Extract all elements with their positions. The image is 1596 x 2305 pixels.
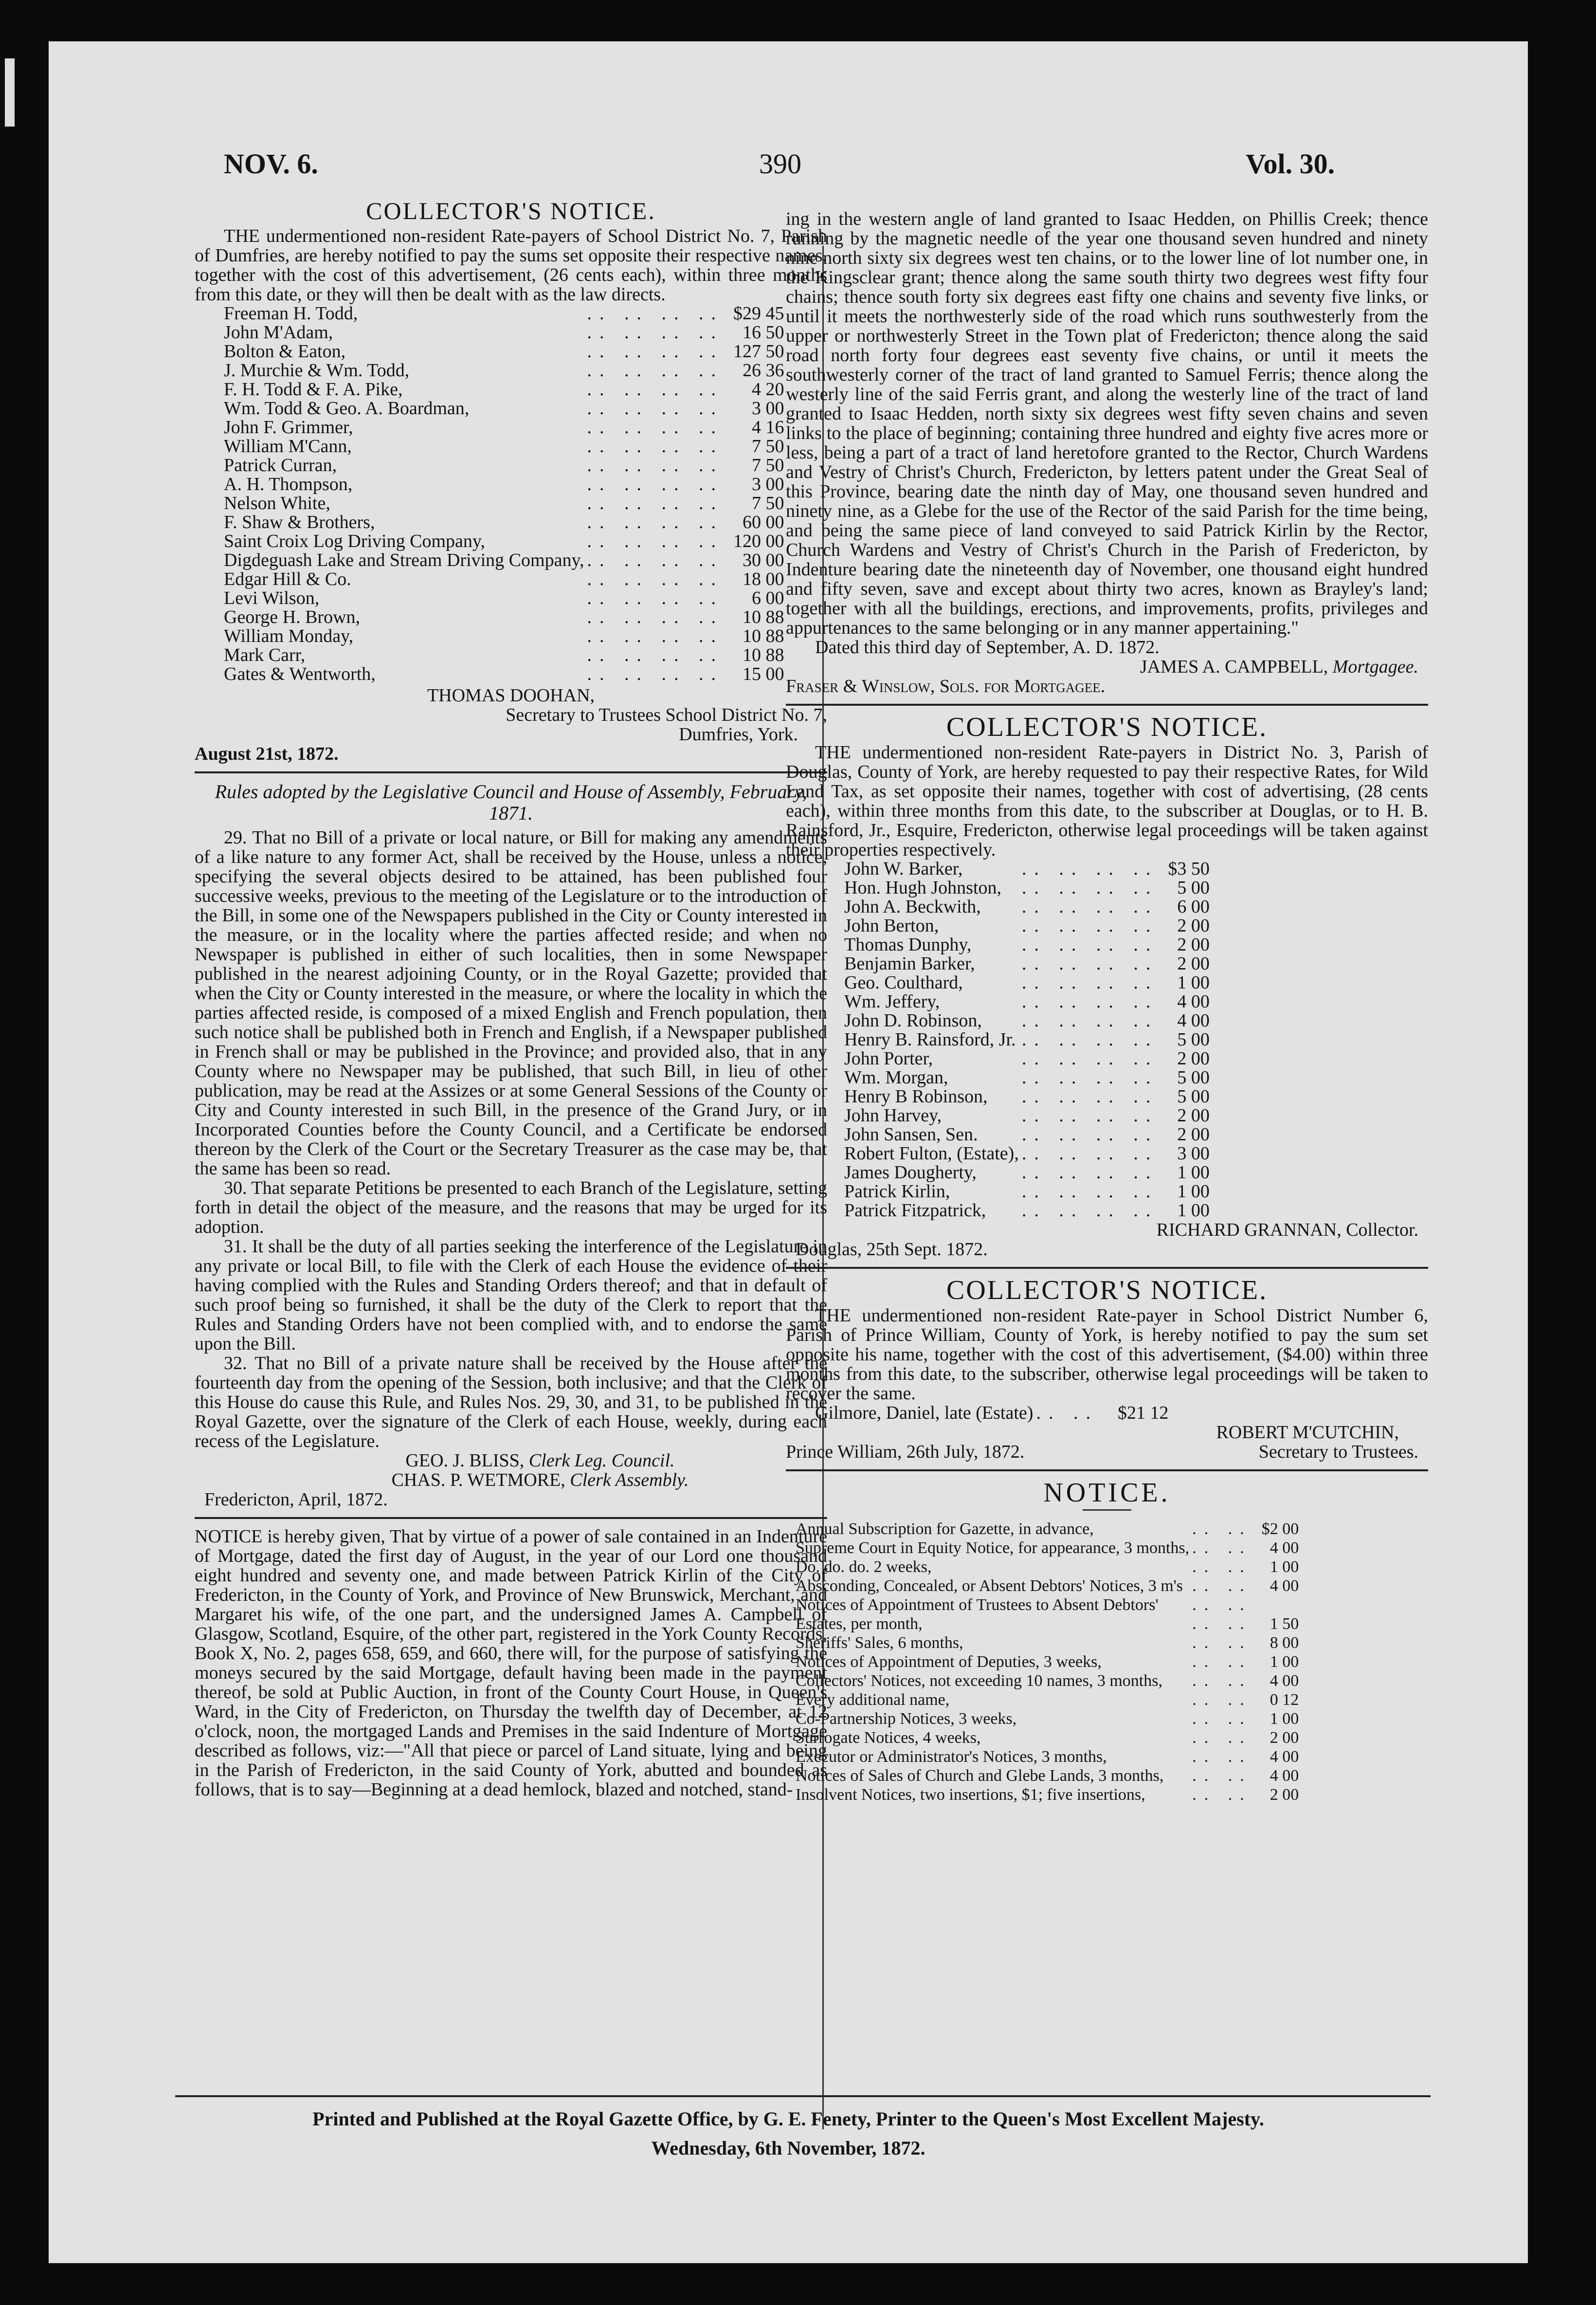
row-label: Wm. Jeffery, bbox=[844, 991, 940, 1012]
row-amount: 1 00 bbox=[1270, 1653, 1299, 1671]
leader-dots: .. .. .. .. bbox=[587, 417, 724, 438]
row-label: Sheriffs' Sales, 6 months, bbox=[796, 1634, 963, 1652]
printer-imprint: Printed and Published at the Royal Gazette Office, by G. E. Fenety, Printer to the Queen's Most Excellent Majesty. bbox=[312, 2108, 1264, 2130]
leader-dots: .. .. .. .. bbox=[587, 398, 724, 419]
row-label: Wm. Todd & Geo. A. Boardman, bbox=[224, 398, 470, 419]
row-label: Estates, per month, bbox=[796, 1615, 923, 1633]
table-row bbox=[796, 1519, 1299, 1538]
leader-dots: .. .. bbox=[1192, 1596, 1252, 1614]
row-label: A. H. Thompson, bbox=[224, 474, 353, 494]
left-column bbox=[195, 197, 827, 1799]
row-amount: 3 00 bbox=[1177, 1143, 1210, 1164]
row-label: Notices of Appointment of Deputies, 3 weeks, bbox=[796, 1653, 1102, 1671]
notice-title: NOTICE. bbox=[1043, 1478, 1171, 1508]
row-label: Henry B Robinson, bbox=[844, 1086, 988, 1107]
leader-dots: .. .. bbox=[1192, 1786, 1252, 1804]
leader-dots: .. .. bbox=[1192, 1710, 1252, 1728]
leader-dots: .. .. .. .. bbox=[1021, 859, 1159, 879]
table-row bbox=[844, 860, 1210, 878]
row-amount: 2 00 bbox=[1270, 1729, 1299, 1747]
row-label: John W. Barker, bbox=[844, 859, 963, 879]
row-label: Notices of Sales of Church and Glebe Lands, 3 months, bbox=[796, 1767, 1164, 1785]
table-row bbox=[224, 513, 784, 532]
row-amount: 5 00 bbox=[1177, 878, 1210, 898]
row-amount: 5 00 bbox=[1177, 1029, 1210, 1050]
row-label: Digdeguash Lake and Stream Driving Company, bbox=[224, 550, 584, 570]
row-amount: 3 00 bbox=[751, 474, 784, 494]
table-row bbox=[844, 1182, 1210, 1201]
row-label: William M'Cann, bbox=[224, 436, 352, 457]
row-amount: 4 00 bbox=[1270, 1767, 1299, 1785]
collector-notice-prince-william bbox=[786, 1277, 1428, 1462]
leader-dots: .. .. .. .. bbox=[1021, 1105, 1159, 1126]
notice-date: August 21st, 1872. bbox=[195, 744, 339, 764]
row-amount: 10 88 bbox=[742, 645, 784, 665]
notice-body: THE undermentioned non-resident Rate-payers in District No. 3, Parish of Douglas, County of York, are hereby requested to pay their respective Rates, for Wild Land Tax, as set opposite their names, together with cost of advertising, (28 cents each), within three months from this date, to the subscriber at Douglas, or to H. B. Rainsford, Jr., Esquire, Fredericton, otherwise legal proceedings will be taken against their properties respectively. bbox=[786, 742, 1428, 860]
clerk-assembly-name: CHAS. P. WETMORE, bbox=[391, 1470, 565, 1490]
leader-dots: .. .. .. .. bbox=[1021, 1029, 1159, 1050]
rule-30: 30. That separate Petitions be presented to each Branch of the Legislature, setting forth in detail the object of the measure, and the reasons that may be urged for its adoption. bbox=[195, 1178, 827, 1237]
header-date: NOV. 6. bbox=[224, 148, 318, 180]
leader-dots: .. .. bbox=[1192, 1767, 1252, 1785]
table-row bbox=[224, 342, 784, 361]
leader-dots: .. .. .. .. bbox=[1021, 953, 1159, 974]
table-row bbox=[796, 1709, 1299, 1728]
leader-dots: .. .. .. .. bbox=[1021, 1200, 1159, 1221]
row-label: George H. Brown, bbox=[224, 607, 361, 627]
leader-dots: .. .. .. .. bbox=[587, 512, 724, 532]
table-row bbox=[844, 1125, 1210, 1144]
row-label: Saint Croix Log Driving Company, bbox=[224, 531, 485, 551]
leader-dots: .. .. .. .. bbox=[587, 588, 724, 608]
row-amount: 4 00 bbox=[1177, 1010, 1210, 1031]
right-column bbox=[786, 209, 1428, 1804]
leader-dots: .. .. .. .. bbox=[1021, 991, 1159, 1012]
table-row bbox=[224, 494, 784, 513]
row-amount: 30 00 bbox=[742, 550, 784, 570]
row-amount: 4 00 bbox=[1270, 1672, 1299, 1690]
row-label: J. Murchie & Wm. Todd, bbox=[224, 360, 410, 381]
signer-name: THOMAS DOOHAN, bbox=[427, 685, 595, 706]
row-label: Edgar Hill & Co. bbox=[224, 569, 351, 589]
row-label: Patrick Curran, bbox=[224, 455, 337, 476]
row-label: Bolton & Eaton, bbox=[224, 341, 346, 362]
leader-dots: .. .. .. .. bbox=[1021, 972, 1159, 993]
table-row bbox=[844, 1049, 1210, 1068]
table-row bbox=[844, 916, 1210, 935]
row-amount: 1 00 bbox=[1177, 972, 1210, 993]
row-amount: 2 00 bbox=[1270, 1786, 1299, 1804]
leader-dots: .. .. .. .. bbox=[1021, 1010, 1159, 1031]
table-row bbox=[224, 399, 784, 418]
table-row bbox=[844, 973, 1210, 992]
footer-rule bbox=[175, 2095, 1431, 2097]
leader-dots: .. .. .. .. bbox=[587, 322, 724, 343]
row-label: John Sansen, Sen. bbox=[844, 1124, 978, 1145]
table-row bbox=[224, 532, 784, 551]
leader-dots: .. .. bbox=[1192, 1520, 1252, 1538]
row-amount: 5 00 bbox=[1177, 1067, 1210, 1088]
row-amount: 15 00 bbox=[742, 664, 784, 684]
rule-32: 32. That no Bill of a private nature shall be received by the House after the fourteenth day from the opening of the Session, both inclusive; and that the Clerk of this House do cause this Rule, and Rules Nos. 29, 30, and 31, to be published in the Royal Gazette, over the signature of the Clerk of each House, weekly, during each recess of the Legislature. bbox=[195, 1353, 827, 1451]
row-amount: 4 00 bbox=[1270, 1539, 1299, 1557]
row-amount: 7 50 bbox=[751, 455, 784, 476]
table-row bbox=[224, 627, 784, 646]
row-amount: 26 36 bbox=[742, 360, 784, 381]
table-row bbox=[224, 646, 784, 665]
mortgage-text-right: ing in the western angle of land granted to Isaac Hedden, on Phillis Creek; thence running by the magnetic needle of the year one thousand seven hundred and ninety nine north sixty six degrees west ten chains, or to the lower line of lot number one, in the Kingsclear grant; thence along the same south thirty two degrees west fifty four chains; thence south forty six degrees east fifty one chains and seventy five links, or until it meets the northwesterly side of the road which runs southwesterly from the upper or northwesterly Street in the Town plat of Fredericton; thence along the said road north forty four degrees east seventy five chains, or until it meets the southwesterly corner of the tract of land granted to Samuel Ferris; thence along the westerly line of the said Ferris grant, and along the westerly line of the tract of land granted to Isaac Hedden, north sixty six degrees west fifty seven chains and seven links to the place of beginning; containing three hundred and eighty five acres more or less, being a part of a tract of land heretofore granted to the Rector, Church Wardens and Vestry of Christ's Church, Fredericton, by letters patent under the Great Seal of this Province, bearing date the ninth day of May, one thousand seven hundred and ninety nine, as a Glebe for the use of the Rector of the said Parish for the time being, and being the same piece of land conveyed to said Patrick Kirlin by the Rector, Church Wardens and Vestry of Christ's Church in the Parish of Fredericton, by Indenture bearing date the nineteenth day of November, one thousand eight hundred and fifty seven, save and except about thirty two acres, known as Brayley's land; together with all the buildings, erections, and improvements, profits, privileges and appurtenances to the same belonging or in any manner appertaining." bbox=[786, 209, 1428, 638]
collector-notice-douglas bbox=[786, 713, 1428, 1259]
notice-title: COLLECTOR'S NOTICE. bbox=[366, 197, 656, 224]
leader-dots: .. .. bbox=[1192, 1615, 1252, 1633]
row-label: Supreme Court in Equity Notice, for appearance, 3 months, bbox=[796, 1539, 1190, 1557]
row-label: Annual Subscription for Gazette, in advance, bbox=[796, 1520, 1094, 1538]
table-row bbox=[796, 1766, 1299, 1785]
table-row bbox=[224, 665, 784, 684]
mortgage-dated: Dated this third day of September, A. D. 1872. bbox=[815, 637, 1160, 658]
table-row bbox=[844, 1144, 1210, 1163]
leader-dots: .. .. .. .. bbox=[1021, 915, 1159, 936]
row-amount: $29 45 bbox=[733, 303, 784, 324]
table-row bbox=[224, 323, 784, 342]
table-row bbox=[844, 897, 1210, 916]
rules-date: Fredericton, April, 1872. bbox=[204, 1489, 388, 1510]
table-row bbox=[844, 954, 1210, 973]
leader-dots: .. .. .. .. bbox=[587, 664, 724, 684]
table-row bbox=[844, 1163, 1210, 1182]
row-amount: 1 00 bbox=[1177, 1200, 1210, 1221]
row-amount: 1 00 bbox=[1270, 1558, 1299, 1576]
table-row bbox=[224, 608, 784, 627]
row-label: Every additional name, bbox=[796, 1691, 950, 1709]
row-label: Do. do. do. 2 weeks, bbox=[796, 1558, 932, 1576]
ratepayer-name: Gilmore, Daniel, late (Estate) bbox=[815, 1403, 1034, 1423]
row-amount: 2 00 bbox=[1177, 1105, 1210, 1126]
table-row bbox=[844, 1068, 1210, 1087]
collector-signature: RICHARD GRANNAN, Collector. bbox=[1156, 1220, 1418, 1240]
leader-dots: .. .. .. .. bbox=[587, 493, 724, 513]
row-label: F. Shaw & Brothers, bbox=[224, 512, 375, 532]
clerk-council-name: GEO. J. BLISS, bbox=[405, 1450, 525, 1471]
leader-dots: .. .. .. .. bbox=[587, 360, 724, 381]
notice-body: THE undermentioned non-resident Rate-payer in School District Number 6, Parish of Prince William, County of York, is hereby notified to pay the sum set opposite his name, together with the cost of this advertisement, ($4.00) within three months from this date, to the subscriber, otherwise legal proceedings will be taken to recover the same. bbox=[786, 1305, 1428, 1404]
mortgagee-name: JAMES A. CAMPBELL, bbox=[1140, 657, 1328, 677]
signer-place: Dumfries, York. bbox=[679, 724, 798, 745]
row-label: Thomas Dunphy, bbox=[844, 934, 972, 955]
notice-place-date: Prince William, 26th July, 1872. bbox=[786, 1442, 1025, 1462]
row-label: Nelson White, bbox=[224, 493, 330, 513]
leader-dots: .. .. bbox=[1192, 1577, 1252, 1595]
table-row bbox=[224, 418, 784, 437]
row-amount: 10 88 bbox=[742, 626, 784, 646]
row-amount: 2 00 bbox=[1177, 934, 1210, 955]
row-amount: $2 00 bbox=[1261, 1520, 1299, 1538]
row-amount: 16 50 bbox=[742, 322, 784, 343]
row-label: William Monday, bbox=[224, 626, 354, 646]
row-label: John M'Adam, bbox=[224, 322, 333, 343]
table-row bbox=[796, 1576, 1299, 1595]
row-amount: 120 00 bbox=[733, 531, 784, 551]
signer-title: Secretary to Trustees. bbox=[1258, 1442, 1418, 1462]
clerk-council-title: Clerk Leg. Council. bbox=[528, 1450, 675, 1471]
ratepayer-table bbox=[224, 304, 784, 684]
leader-dots: .. .. .. .. bbox=[1021, 1048, 1159, 1069]
mortgage-text-left: NOTICE is hereby given, That by virtue of a power of sale contained in an Indenture of Mortgage, dated the first day of August, in the year of our Lord one thousand eight hundred and seventy one, and made between Patrick Kirlin of the City of Fredericton, in the County of York, and Province of New Brunswick, Merchant, and Margaret his wife, of the one part, and the undersigned James A. Campbell of Glasgow, Scotland, Esquire, of the other part, registered in the York County Records, Book X, No. 2, pages 658, 659, and 660, there will, for the purpose of satisfying the moneys secured by the said Mortgage, default having been made in the payment thereof, be sold at Public Auction, in front of the County Court House, in Queen's Ward, in the City of Fredericton, on Thursday the twelfth day of December, at 12 o'clock, noon, the mortgaged Lands and Premises in the said Indenture of Mortgage described as follows, viz:—"All that piece or parcel of Land situate, lying and being in the Parish of Fredericton, in the said County of York, abutted and bounded as follows, that is to say—Beginning at a dead hemlock, blazed and notched, stand- bbox=[195, 1526, 827, 1800]
table-row bbox=[844, 1201, 1210, 1220]
clerk-assembly-title: Clerk Assembly. bbox=[570, 1470, 689, 1490]
row-label: John F. Grimmer, bbox=[224, 417, 353, 438]
leader-dots: .. .. .. .. bbox=[587, 569, 724, 589]
table-row bbox=[796, 1690, 1299, 1709]
row-label: Wm. Morgan, bbox=[844, 1067, 948, 1088]
row-label: James Dougherty, bbox=[844, 1162, 977, 1183]
row-label: Robert Fulton, (Estate), bbox=[844, 1143, 1019, 1164]
table-row bbox=[844, 1087, 1210, 1106]
table-row bbox=[844, 1106, 1210, 1125]
binding-mark bbox=[5, 58, 15, 127]
solicitors: Fraser & Winslow, Sols. for Mortgagee. bbox=[786, 676, 1106, 696]
table-row bbox=[796, 1785, 1299, 1804]
leader-dots: .. .. .. .. bbox=[587, 550, 724, 570]
row-label: Patrick Fitzpatrick, bbox=[844, 1200, 986, 1221]
row-label: Notices of Appointment of Trustees to Absent Debtors' bbox=[796, 1596, 1159, 1614]
collector-notice-dumfries bbox=[195, 197, 827, 764]
row-amount: 2 00 bbox=[1177, 953, 1210, 974]
leader-dots: .. .. bbox=[1192, 1653, 1252, 1671]
rule-29: 29. That no Bill of a private or local nature, or Bill for making any amendments of a like nature to any former Act, shall be received by the House, unless a notice, specifying the several objects desired to be attained, has been published four successive weeks, previous to the meeting of the Legislature or to the introduction of the Bill, in some one of the Newspapers published in the City or County interested in the measure, or in the locality where the parties affected reside; and when no Newspaper is published in either of such localities, then in some Newspaper published in the nearest adjoining County, or in the Royal Gazette; provided that when the City or County interested in the measure, or where the locality in which the parties affected reside, is composed of a mixed English and French population, then such notice shall be published both in French and English, if a Newspaper published in French shall or may be published in the Province; and provided also, that in any County where no Newspaper may be published, that such Bill, in lieu of other publication, may be read at the Assizes or at some General Sessions of the County or City and County interested in such Bill, in the presence of the Grand Jury, or in Incorporated Counties before the County Council, and a Certificate be endorsed thereon by the Clerk of the Court or the Secretary Treasurer as the case may be, that the same has been so read. bbox=[195, 827, 827, 1179]
row-amount: 7 50 bbox=[751, 493, 784, 513]
table-row bbox=[844, 1011, 1210, 1030]
table-row bbox=[224, 437, 784, 456]
table-row bbox=[224, 570, 784, 589]
leader-dots: .. .. .. .. bbox=[587, 607, 724, 627]
leader-dots: .. .. bbox=[1192, 1558, 1252, 1576]
table-row bbox=[844, 992, 1210, 1011]
row-amount: 4 00 bbox=[1270, 1577, 1299, 1595]
section-divider bbox=[786, 1469, 1428, 1471]
page-number: 390 bbox=[759, 148, 801, 180]
ratepayer-amount: $21 12 bbox=[1117, 1403, 1169, 1423]
table-row bbox=[796, 1614, 1299, 1633]
table-row bbox=[796, 1671, 1299, 1690]
row-amount: 4 00 bbox=[1270, 1748, 1299, 1766]
row-label: John Berton, bbox=[844, 915, 939, 936]
notice-title: COLLECTOR'S NOTICE. bbox=[946, 712, 1268, 742]
leader-dots: .. .. .. .. bbox=[587, 626, 724, 646]
leader-dots: .. .. .. .. bbox=[587, 303, 724, 324]
notice-date: Douglas, 25th Sept. 1872. bbox=[796, 1239, 988, 1260]
row-label: Collectors' Notices, not exceeding 10 names, 3 months, bbox=[796, 1672, 1162, 1690]
ratepayer-table bbox=[844, 860, 1210, 1220]
row-amount: 5 00 bbox=[1177, 1086, 1210, 1107]
table-row bbox=[796, 1652, 1299, 1671]
row-amount: 10 88 bbox=[742, 607, 784, 627]
table-row bbox=[224, 475, 784, 494]
leader-dots: .. .. .. .. bbox=[587, 379, 724, 400]
row-amount: 2 00 bbox=[1177, 915, 1210, 936]
table-row bbox=[796, 1633, 1299, 1652]
row-label: Insolvent Notices, two insertions, $1; five insertions, bbox=[796, 1786, 1145, 1804]
row-label: F. H. Todd & F. A. Pike, bbox=[224, 379, 403, 400]
leader-dots: .. .. .. .. bbox=[587, 341, 724, 362]
leader-dots: .. .. .. .. bbox=[1021, 1162, 1159, 1183]
advertising-rates-notice bbox=[786, 1479, 1428, 1804]
row-label: Geo. Coulthard, bbox=[844, 972, 963, 993]
table-row bbox=[224, 551, 784, 570]
row-amount: 0 12 bbox=[1270, 1691, 1299, 1709]
rule-31: 31. It shall be the duty of all parties seeking the interference of the Legislature in any private or local Bill, to file with the Clerk of each House the evidence of their having complied with the Rules and Standing Orders thereof; and that in default of such proof being so furnished, it shall be the duty of the Clerk to report that the Rules and Standing Orders have not been complied with, and to endorse the same upon the Bill. bbox=[195, 1236, 827, 1354]
leader-dots: .. .. .. .. bbox=[1021, 896, 1159, 917]
row-amount: 1 00 bbox=[1177, 1162, 1210, 1183]
leader-dots: .. .. bbox=[1192, 1691, 1252, 1709]
row-amount: 4 00 bbox=[1177, 991, 1210, 1012]
leader-dots: .. .. .. .. bbox=[1021, 934, 1159, 955]
publication-date: Wednesday, 6th November, 1872. bbox=[651, 2137, 925, 2159]
row-amount: 6 00 bbox=[1177, 896, 1210, 917]
row-amount: 1 00 bbox=[1177, 1181, 1210, 1202]
mortgagee-role: Mortgagee. bbox=[1332, 657, 1418, 677]
row-amount: 4 16 bbox=[751, 417, 784, 438]
leader-dots: .. .. bbox=[1192, 1634, 1252, 1652]
leader-dots: .. .. bbox=[1192, 1539, 1252, 1557]
table-row bbox=[224, 380, 784, 399]
leader-dots: .. .. .. .. bbox=[1021, 1181, 1159, 1202]
table-row bbox=[796, 1747, 1299, 1766]
row-amount: 3 00 bbox=[751, 398, 784, 419]
table-row bbox=[844, 1030, 1210, 1049]
leader-dots: .. .. .. .. bbox=[587, 474, 724, 494]
rates-table bbox=[796, 1519, 1299, 1804]
row-amount: 6 00 bbox=[751, 588, 784, 608]
notice-body: THE undermentioned non-resident Rate-payers of School District No. 7, Parish of Dumfries, are hereby notified to pay the sums set opposite their respective names, together with the cost of this advertisement, (26 cents each), within three months from this date, or they will then be dealt with as the law directs. bbox=[195, 226, 827, 305]
row-amount: 8 00 bbox=[1270, 1634, 1299, 1652]
row-label: Co-Partnership Notices, 3 weeks, bbox=[796, 1710, 1017, 1728]
row-label: Gates & Wentworth, bbox=[224, 664, 376, 684]
row-amount: 1 50 bbox=[1270, 1615, 1299, 1633]
volume-label: Vol. 30. bbox=[1246, 148, 1335, 180]
table-row bbox=[224, 589, 784, 608]
row-label: Freeman H. Todd, bbox=[224, 303, 358, 324]
row-label: John Porter, bbox=[844, 1048, 933, 1069]
row-label: John Harvey, bbox=[844, 1105, 942, 1126]
row-label: Surrogate Notices, 4 weeks, bbox=[796, 1729, 981, 1747]
row-label: Hon. Hugh Johnston, bbox=[844, 878, 1002, 898]
row-amount: $3 50 bbox=[1168, 859, 1210, 879]
leader-dots: .. .. .. .. bbox=[1021, 1124, 1159, 1145]
row-amount: 127 50 bbox=[733, 341, 784, 362]
leader-dots: .. .. bbox=[1192, 1748, 1252, 1766]
rules-title: Rules adopted by the Legislative Council and House of Assembly, February, 1871. bbox=[215, 781, 807, 824]
table-row bbox=[796, 1557, 1299, 1576]
table-row bbox=[844, 935, 1210, 954]
row-label: John D. Robinson, bbox=[844, 1010, 982, 1031]
row-label: Absconding, Concealed, or Absent Debtors' Notices, 3 m's bbox=[796, 1577, 1183, 1595]
leader-dots: .. .. .. .. bbox=[1021, 1067, 1159, 1088]
row-amount: 18 00 bbox=[742, 569, 784, 589]
leader-dots: .. .. bbox=[1036, 1403, 1098, 1423]
row-amount: 60 00 bbox=[742, 512, 784, 532]
leader-dots: .. .. .. .. bbox=[1021, 878, 1159, 898]
row-amount: 4 20 bbox=[751, 379, 784, 400]
section-divider bbox=[786, 1267, 1428, 1269]
leader-dots: .. .. .. .. bbox=[1021, 1086, 1159, 1107]
table-row bbox=[796, 1728, 1299, 1747]
row-amount: 2 00 bbox=[1177, 1124, 1210, 1145]
row-label: Levi Wilson, bbox=[224, 588, 320, 608]
row-amount: 7 50 bbox=[751, 436, 784, 457]
leader-dots: .. .. bbox=[1192, 1729, 1252, 1747]
table-row bbox=[844, 878, 1210, 897]
row-label: Henry B. Rainsford, Jr. bbox=[844, 1029, 1016, 1050]
title-underline bbox=[1083, 1509, 1131, 1511]
row-label: Benjamin Barker, bbox=[844, 953, 975, 974]
mortgage-notice-part1 bbox=[195, 1527, 827, 1799]
table-row bbox=[224, 456, 784, 475]
table-row bbox=[224, 304, 784, 323]
row-amount bbox=[1252, 1595, 1299, 1614]
mortgage-notice-part2 bbox=[786, 209, 1428, 696]
section-divider bbox=[195, 771, 827, 773]
row-label: Patrick Kirlin, bbox=[844, 1181, 950, 1202]
gazette-page bbox=[49, 41, 1528, 2263]
row-label: John A. Beckwith, bbox=[844, 896, 981, 917]
leader-dots: .. .. bbox=[1192, 1672, 1252, 1690]
legislative-rules bbox=[195, 781, 827, 1509]
leader-dots: .. .. .. .. bbox=[1021, 1143, 1159, 1164]
leader-dots: .. .. .. .. bbox=[587, 531, 724, 551]
table-row bbox=[796, 1595, 1299, 1614]
row-amount: 2 00 bbox=[1177, 1048, 1210, 1069]
section-divider bbox=[195, 1517, 827, 1519]
row-label: Executor or Administrator's Notices, 3 months, bbox=[796, 1748, 1107, 1766]
row-label: Mark Carr, bbox=[224, 645, 306, 665]
leader-dots: .. .. .. .. bbox=[587, 455, 724, 476]
row-amount: 1 00 bbox=[1270, 1710, 1299, 1728]
table-row bbox=[224, 361, 784, 380]
leader-dots: .. .. .. .. bbox=[587, 436, 724, 457]
notice-title: COLLECTOR'S NOTICE. bbox=[946, 1275, 1268, 1305]
table-row bbox=[796, 1538, 1299, 1557]
leader-dots: .. .. .. .. bbox=[587, 645, 724, 665]
signer-title: Secretary to Trustees School District No. 7, bbox=[506, 705, 827, 725]
signer-name: ROBERT M'CUTCHIN, bbox=[1216, 1422, 1399, 1443]
section-divider bbox=[786, 704, 1428, 706]
